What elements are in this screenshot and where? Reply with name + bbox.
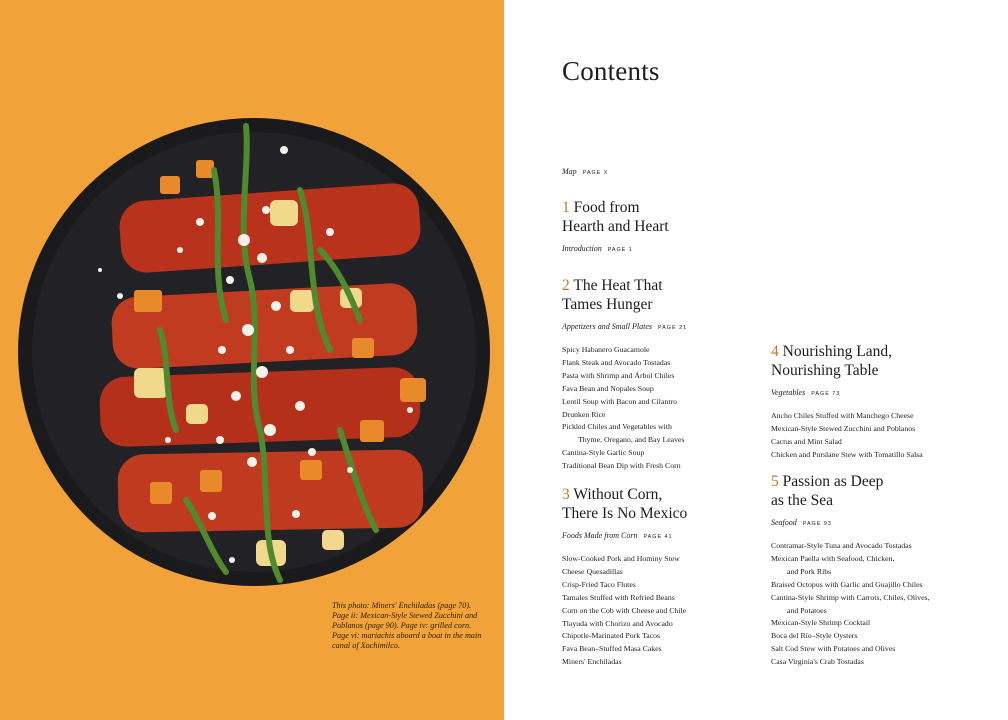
recipe-list [562, 553, 772, 669]
chapter-title-line1: Without Corn, [573, 486, 663, 503]
recipe-item[interactable]: Mexican Paella with Seafood, Chicken, [771, 553, 895, 563]
chapter-subtitle-row [771, 512, 981, 530]
chapter-subtitle: Seafood [771, 518, 797, 527]
chapter-title-line1: Passion as Deep [782, 473, 884, 490]
chapter-title-line2: Hearth and Heart [562, 218, 669, 235]
recipe-list [562, 344, 772, 473]
chapter-1[interactable] [562, 198, 772, 256]
map-label: Map [562, 167, 577, 176]
recipe-item[interactable]: Cheese Quesadillas [562, 566, 623, 576]
chapter-number: 5 [771, 473, 779, 490]
chapter-page-ref: PAGE 73 [811, 391, 841, 397]
recipe-item[interactable]: Flank Steak and Avocado Tostadas [562, 357, 671, 367]
chapter-subtitle: Introduction [562, 244, 602, 253]
recipe-list [771, 410, 981, 462]
recipe-item[interactable]: Lentil Soup with Bacon and Cilantro [562, 396, 677, 406]
recipe-item[interactable]: Corn on the Cob with Cheese and Chile [562, 605, 687, 615]
recipe-item-continued[interactable]: and Potatoes [787, 605, 827, 615]
chapter-title-line1: The Heat That [573, 277, 663, 294]
chapter-page-ref: PAGE 41 [643, 534, 673, 540]
recipe-item[interactable]: Braised Octopus with Garlic and Guajillo Chiles [771, 579, 923, 589]
recipe-item[interactable]: Contramar-Style Tuna and Avocado Tostadas [771, 541, 912, 550]
recipe-item[interactable]: Boca del Río–Style Oysters [771, 631, 858, 641]
chapter-subtitle: Appetizers and Small Plates [562, 322, 652, 331]
photo-caption: This photo: Miners' Enchiladas (page 70). Page ii: Mexican-Style Stewed Zucchini and Poblanos (page 90). Page iv: grilled corn. Page vi: mariachis aboard a boat in the main canal of Xochimilco. [332, 601, 482, 650]
recipe-item[interactable]: Slow-Cooked Pork and Hominy Stew [562, 554, 680, 563]
chapter-title-line1: Food from [573, 199, 640, 216]
chapter-page-ref: PAGE 1 [607, 247, 633, 253]
chapter-number: 2 [562, 277, 570, 294]
chapter-title-line2: Tames Hunger [562, 296, 653, 313]
chapter-subtitle-row [562, 525, 772, 543]
contents-page [504, 0, 1008, 720]
chapter-title [771, 472, 981, 510]
recipe-item-continued[interactable]: Thyme, Oregano, and Bay Leaves [578, 435, 685, 445]
recipe-item[interactable]: Cactus and Mint Salad [771, 436, 842, 446]
chapter-title [562, 198, 772, 236]
chapter-page-ref: PAGE 21 [658, 325, 688, 331]
recipe-item[interactable]: Cantina-Style Garlic Soup [562, 448, 645, 458]
chapter-title [562, 276, 772, 314]
recipe-item[interactable]: Casa Virginia's Crab Tostadas [771, 657, 864, 667]
chapter-page-ref: PAGE 93 [802, 521, 832, 527]
recipe-item[interactable]: Salt Cod Stew with Potatoes and Olives [771, 644, 896, 654]
recipe-item[interactable]: Fava Bean–Stuffed Masa Cakes [562, 644, 662, 654]
recipe-item[interactable]: Cantina-Style Shrimp with Carrots, Chiles, Olives, [771, 592, 930, 602]
chapter-subtitle-row [562, 238, 772, 256]
chapter-number: 3 [562, 486, 570, 503]
recipe-item[interactable]: Crisp-Fried Taco Flutes [562, 579, 636, 589]
page-title: Contents [562, 56, 660, 86]
recipe-item[interactable]: Chipotle-Marinated Pork Tacos [562, 631, 661, 641]
chapter-subtitle-row [562, 316, 772, 334]
chapter-4[interactable] [771, 342, 981, 462]
chapter-title [562, 485, 772, 523]
chapter-title-line2: as the Sea [771, 492, 833, 509]
recipe-item[interactable]: Tlayuda with Chorizo and Avocado [562, 618, 673, 628]
recipe-list [771, 540, 981, 669]
chapter-number: 1 [562, 199, 570, 216]
chapter-subtitle-row [771, 382, 981, 400]
recipe-item[interactable]: Drunken Rice [562, 409, 606, 419]
recipe-item[interactable]: Tamales Stuffed with Refried Beans [562, 592, 675, 602]
recipe-item-continued[interactable]: and Pork Ribs [787, 566, 832, 576]
recipe-item[interactable]: Spicy Habanero Guacamole [562, 345, 650, 354]
recipe-item[interactable]: Pasta with Shrimp and Árbol Chiles [562, 370, 675, 380]
chapter-title-line1: Nourishing Land, [782, 343, 892, 360]
map-entry[interactable] [562, 167, 608, 176]
chapter-number: 4 [771, 343, 779, 360]
chapter-5[interactable] [771, 472, 981, 669]
recipe-item[interactable]: Traditional Bean Dip with Fresh Corn [562, 461, 681, 471]
chapter-title [771, 342, 981, 380]
chapter-title-line2: There Is No Mexico [562, 505, 688, 522]
chapter-2[interactable] [562, 276, 772, 473]
chapter-subtitle: Vegetables [771, 388, 806, 397]
recipe-item[interactable]: Mexican-Style Stewed Zucchini and Poblanos [771, 423, 916, 433]
recipe-item[interactable]: Mexican-Style Shrimp Cocktail [771, 618, 871, 628]
map-page-ref: PAGE X [582, 170, 609, 176]
recipe-item[interactable]: Fava Bean and Nopales Soup [562, 383, 654, 393]
recipe-item[interactable]: Chicken and Purslane Stew with Tomatillo Salsa [771, 449, 923, 459]
recipe-item[interactable]: Pickled Chiles and Vegetables with [562, 422, 672, 432]
chapter-subtitle: Foods Made from Corn [562, 531, 638, 540]
chapter-title-line2: Nourishing Table [771, 362, 879, 379]
recipe-item[interactable]: Miners' Enchiladas [562, 657, 622, 667]
chapter-3[interactable] [562, 485, 772, 669]
recipe-item[interactable]: Ancho Chiles Stuffed with Manchego Cheese [771, 411, 914, 420]
